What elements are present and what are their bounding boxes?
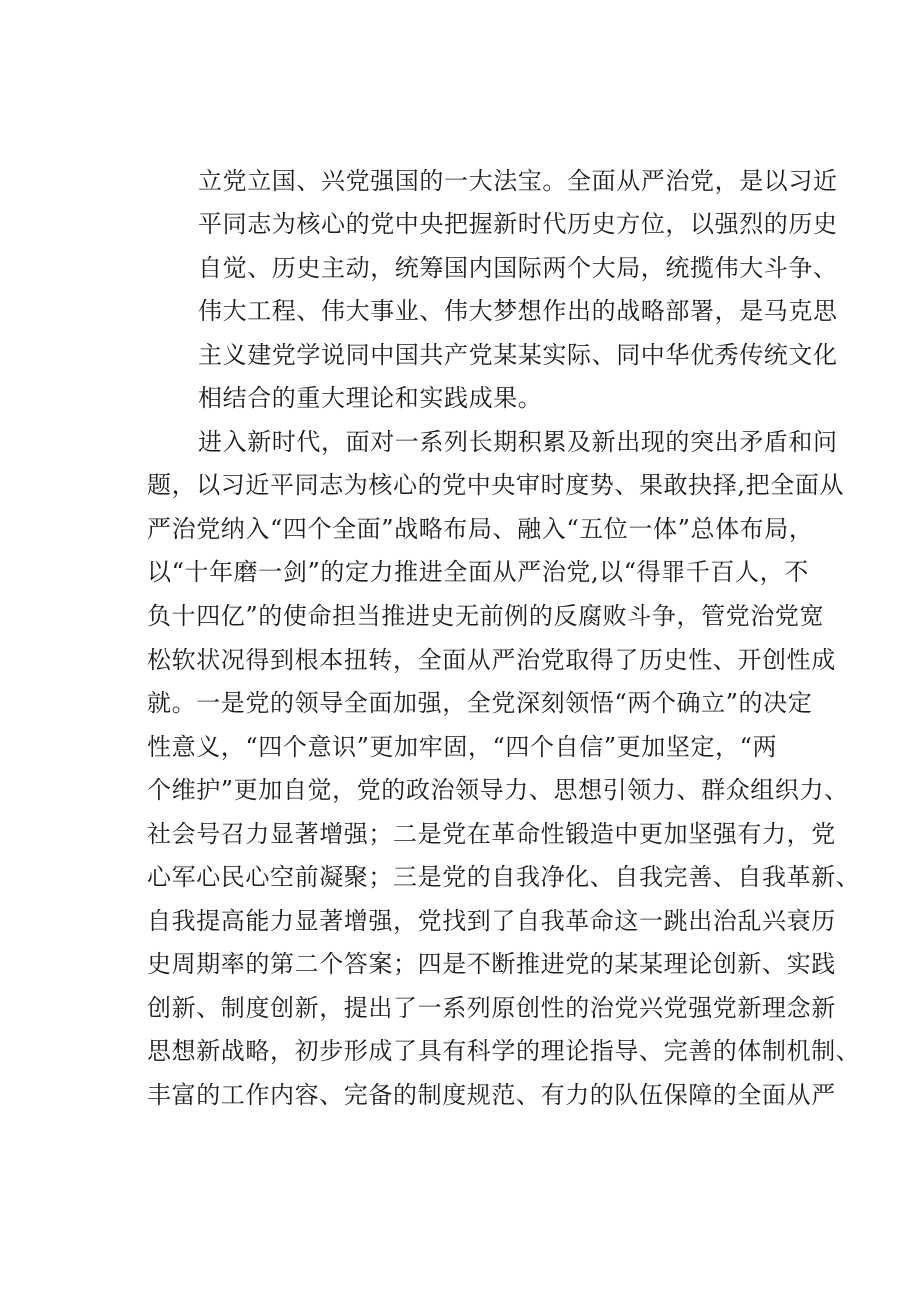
text-line: 题，以习近平同志为核心的党中央审时度势、果敢抉择,把全面从: [147, 471, 845, 499]
text-line: 伟大工程、伟大事业、伟大梦想作出的战略部署，是马克思: [198, 297, 838, 325]
text-line: 立党立国、兴党强国的一大法宝。全面从严治党，是以习近: [198, 167, 838, 195]
text-line: 史周期率的第二个答案；四是不断推进党的某某理论创新、实践: [147, 950, 836, 978]
text-line: 严治党纳入“四个全面”战略布局、融入“五位一体”总体布局，: [147, 515, 814, 543]
text-line: 以“十年磨一剑”的定力推进全面从严治党,以“得罪千百人，不: [147, 558, 809, 586]
text-line: 相结合的重大理论和实践成果。: [198, 384, 543, 412]
text-line: 自觉、历史主动，统筹国内国际两个大局，统揽伟大斗争、: [198, 254, 838, 282]
text-line: 个维护”更加自觉，党的政治领导力、思想引领力、群众组织力、: [147, 776, 849, 804]
text-line: 心军心民心空前凝聚；三是党的自我净化、自我完善、自我革新、: [147, 863, 861, 891]
text-line: 自我提高能力显著增强，党找到了自我革命这一跳出治乱兴衰历: [147, 907, 836, 935]
text-line: 松软状况得到根本扭转，全面从严治党取得了历史性、开创性成: [147, 646, 836, 674]
text-line: 性意义，“四个意识”更加牢固，“四个自信”更加坚定，“两: [147, 733, 778, 761]
text-line: 就。一是党的领导全面加强，全党深刻领悟“两个确立”的决定: [147, 689, 813, 717]
text-line: 平同志为核心的党中央把握新时代历史方位，以强烈的历史: [198, 210, 838, 238]
text-line: 社会号召力显著增强；二是党在革命性锻造中更加坚强有力，党: [147, 820, 836, 848]
text-line: 负十四亿”的使命担当推进史无前例的反腐败斗争，管党治党宽: [147, 602, 825, 630]
text-line: 创新、制度创新，提出了一系列原创性的治党兴党强党新理念新: [147, 994, 836, 1022]
text-line: 思想新战略，初步形成了具有科学的理论指导、完善的体制机制、: [147, 1037, 861, 1065]
text-line: 主义建党学说同中国共产党某某实际、同中华优秀传统文化: [198, 341, 838, 369]
text-line: 丰富的工作内容、完备的制度规范、有力的队伍保障的全面从严: [147, 1081, 836, 1109]
text-line: 进入新时代，面对一系列长期积累及新出现的突出矛盾和问: [198, 428, 838, 456]
